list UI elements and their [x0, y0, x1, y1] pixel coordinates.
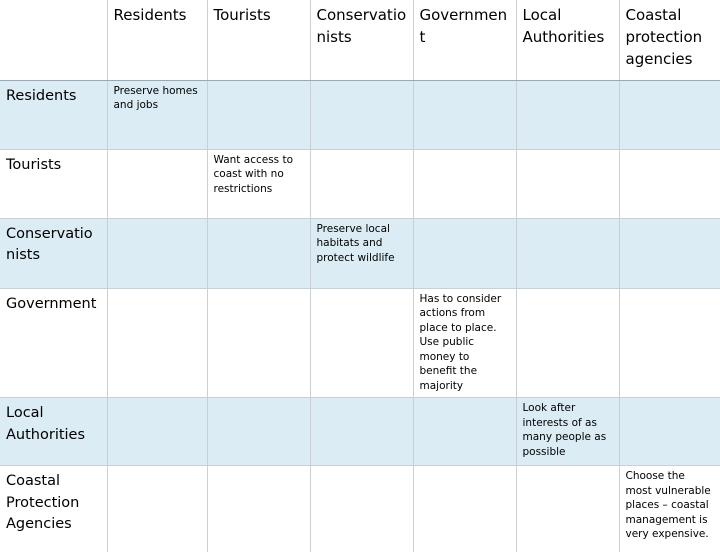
column-header-residents: Residents: [107, 0, 207, 80]
table-cell: [107, 466, 207, 552]
table-cell: [207, 218, 310, 288]
table-cell: Has to consider actions from place to place. Use public money to benefit the majority: [413, 288, 516, 398]
row-header-government: Government: [0, 288, 107, 398]
column-header-local-authorities: Local Authorities: [516, 0, 619, 80]
table-cell: [207, 466, 310, 552]
table-cell: [107, 218, 207, 288]
table-cell: [310, 398, 413, 466]
column-header-conservationists: Conservationists: [310, 0, 413, 80]
table-row: [0, 149, 720, 218]
table-cell: [516, 149, 619, 218]
table-cell: [310, 80, 413, 149]
table-cell: [310, 149, 413, 218]
table-cell: [107, 149, 207, 218]
table-cell: [107, 288, 207, 398]
table-cell: [413, 218, 516, 288]
table-cell: Look after interests of as many people as possible: [516, 398, 619, 466]
corner-header: [0, 0, 107, 80]
table-cell: [413, 80, 516, 149]
table-cell: [516, 466, 619, 552]
table-cell: Preserve local habitats and protect wildlife: [310, 218, 413, 288]
table-cell: [619, 288, 720, 398]
table-row: [0, 398, 720, 466]
column-header-government: Government: [413, 0, 516, 80]
row-header-tourists: Tourists: [0, 149, 107, 218]
table-row: [0, 218, 720, 288]
table-cell: [516, 288, 619, 398]
table-cell: [207, 398, 310, 466]
row-header-local-authorities: Local Authorities: [0, 398, 107, 466]
table-row: [0, 466, 720, 552]
header-row: [0, 0, 720, 80]
table-cell: Want access to coast with no restrictions: [207, 149, 310, 218]
table-cell: [413, 466, 516, 552]
table-cell: Choose the most vulnerable places – coastal management is very expensive.: [619, 466, 720, 552]
table-cell: [310, 288, 413, 398]
table-cell: [619, 80, 720, 149]
table-cell: [207, 288, 310, 398]
table-cell: [619, 149, 720, 218]
row-header-coastal-protection-agencies: Coastal Protection Agencies: [0, 466, 107, 552]
table-cell: [207, 80, 310, 149]
table-row: [0, 288, 720, 398]
table-cell: [619, 398, 720, 466]
column-header-tourists: Tourists: [207, 0, 310, 80]
row-header-conservationists: Conservationists: [0, 218, 107, 288]
table-cell: [413, 149, 516, 218]
table-cell: [516, 218, 619, 288]
column-header-coastal-protection-agencies: Coastal protection agencies: [619, 0, 720, 80]
row-header-residents: Residents: [0, 80, 107, 149]
table-cell: [310, 466, 413, 552]
table-cell: [413, 398, 516, 466]
table-cell: Preserve homes and jobs: [107, 80, 207, 149]
table-cell: [107, 398, 207, 466]
table-cell: [619, 218, 720, 288]
table-row: [0, 80, 720, 149]
table-cell: [516, 80, 619, 149]
